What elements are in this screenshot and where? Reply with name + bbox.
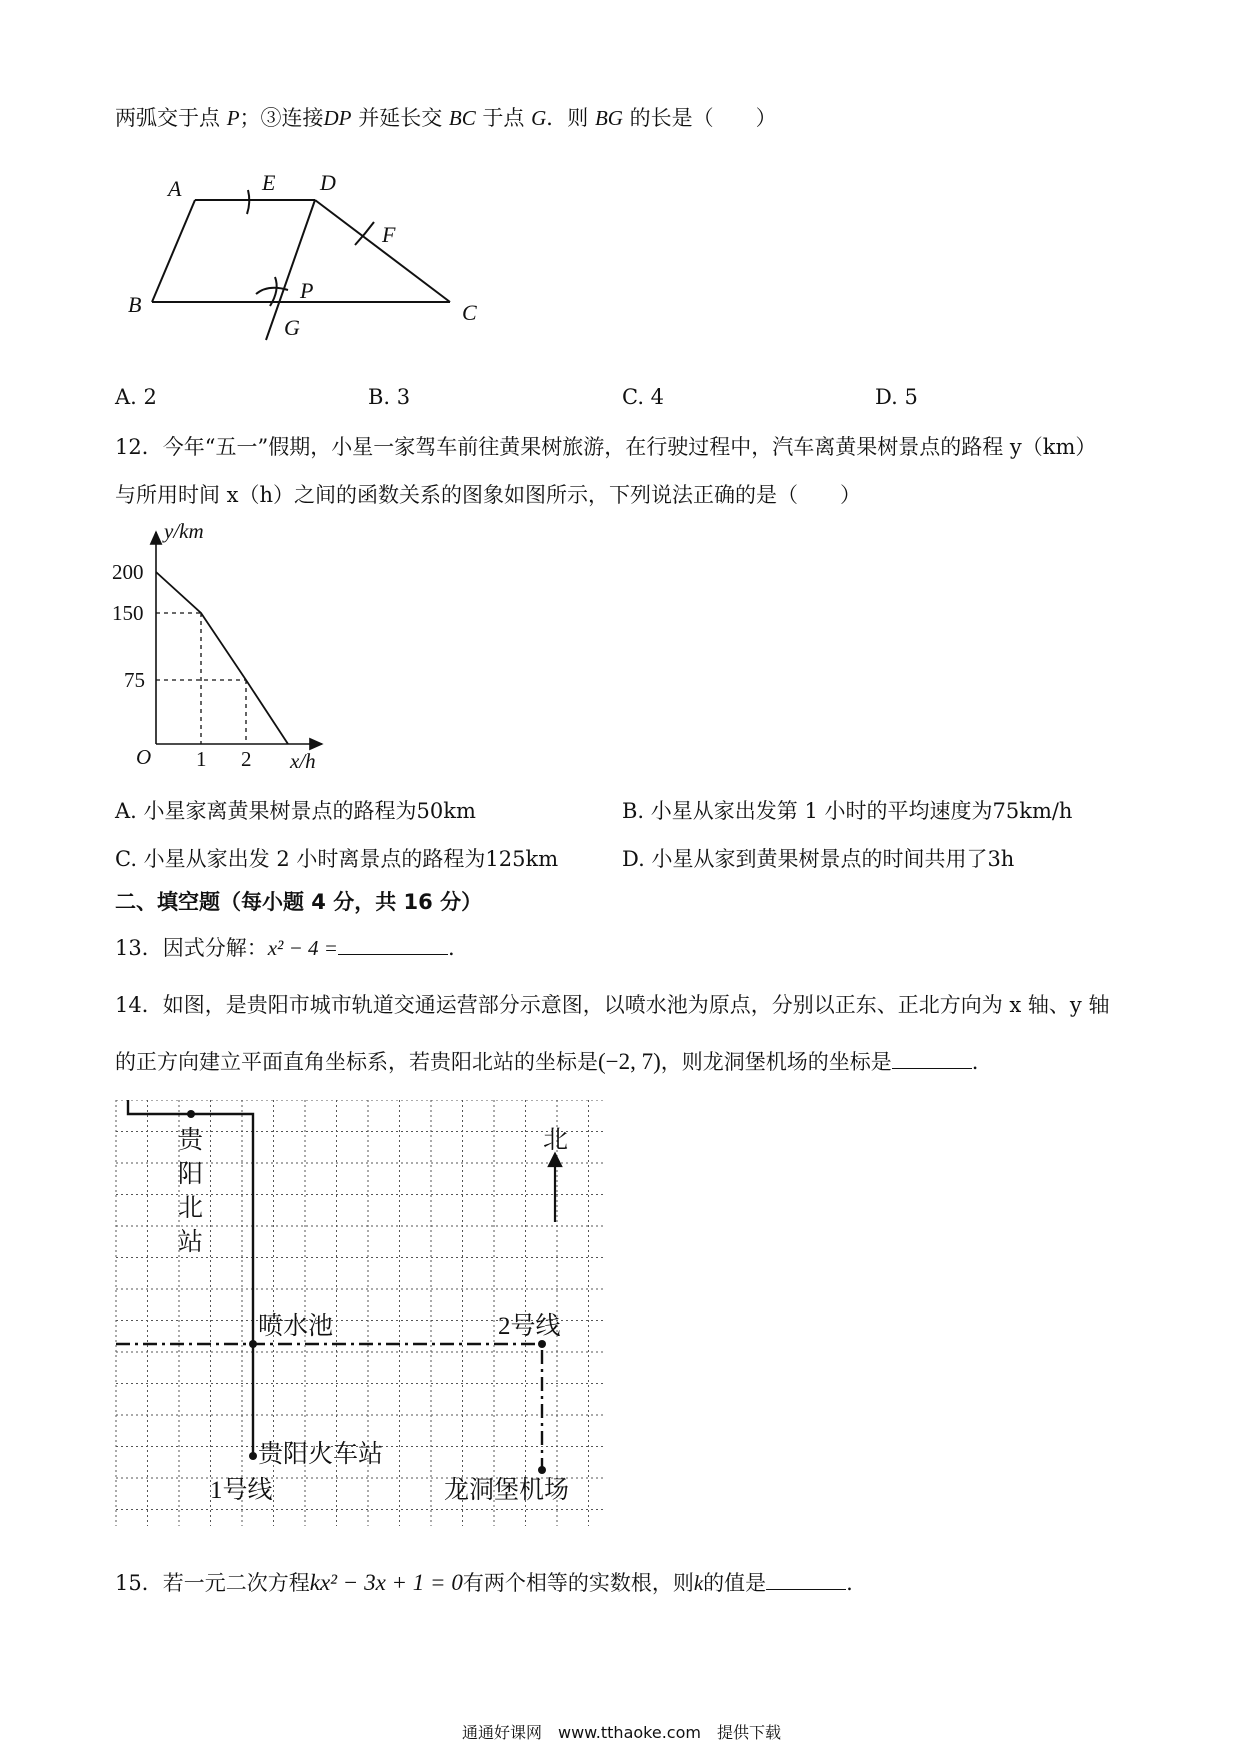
- label-b: B: [128, 292, 142, 317]
- x-tick-2: 2: [241, 747, 252, 771]
- distance-line: [156, 572, 288, 744]
- q14-answer-blank: [892, 1050, 972, 1069]
- label-c: C: [462, 300, 477, 325]
- section-heading: 二、填空题（每小题 4 分，共 16 分）: [115, 890, 483, 914]
- station-dot-fountain: [249, 1340, 257, 1348]
- q11-option-d: D. 5: [875, 385, 918, 409]
- q13-expression: x² − 4 =: [267, 936, 338, 960]
- q11-option-b: B. 3: [368, 385, 411, 409]
- station-dot-train-station: [249, 1452, 257, 1460]
- q12-distance-time-graph: [110, 520, 340, 780]
- q15-expression: kx² − 3x + 1 = 0: [309, 1570, 463, 1595]
- label-train-station: 贵阳火车站: [258, 1441, 384, 1468]
- edge-dc: [315, 200, 450, 302]
- x-axis-label: x/h: [290, 749, 316, 773]
- label-guiyang-north-2: 阳: [178, 1161, 204, 1188]
- q12-option-a: A. 小星家离黄果树景点的路程为50km: [115, 799, 476, 823]
- label-line-1: 1号线: [210, 1477, 273, 1504]
- label-guiyang-north-3: 北: [178, 1195, 204, 1222]
- q13-answer-blank: [338, 936, 448, 955]
- y-tick-75: 75: [124, 668, 145, 692]
- q15-answer-blank: [766, 1571, 846, 1590]
- station-dot-guiyang-north: [187, 1110, 195, 1118]
- q15: 15．若一元二次方程kx² − 3x + 1 = 0有两个相等的实数根，则k的值是 .: [115, 1570, 853, 1595]
- q11-option-a: A. 2: [115, 385, 157, 409]
- q12-stem-line1: 12．今年“五一”假期，小星一家驾车前往黄果树旅游，在行驶过程中，汽车离黄果树景点的路程 y（km）: [115, 435, 1097, 459]
- q14-transit-map: [100, 1100, 620, 1550]
- y-tick-200: 200: [112, 560, 144, 584]
- label-e: E: [262, 170, 276, 195]
- label-d: D: [320, 170, 336, 195]
- label-p: P: [300, 278, 314, 303]
- q13: 13．因式分解：x² − 4 = .: [115, 936, 455, 960]
- q14-line1: 14．如图，是贵阳市城市轨道交通运营部分示意图，以喷水池为原点，分别以正东、正北方向为 x 轴、y 轴: [115, 993, 1110, 1017]
- label-guiyang-north-1: 贵: [178, 1127, 204, 1154]
- label-g: G: [284, 315, 300, 340]
- label-fountain: 喷水池: [258, 1313, 334, 1340]
- q12-option-b: B. 小星从家出发第 1 小时的平均速度为75km/h: [622, 799, 1073, 823]
- page-footer: 通通好课网 www.tthaoke.com 提供下载: [462, 1723, 781, 1742]
- y-tick-150: 150: [112, 601, 144, 625]
- label-f: F: [382, 222, 396, 247]
- label-a: A: [168, 176, 182, 201]
- label-guiyang-north-4: 站: [178, 1229, 204, 1256]
- q14-coordinate: (−2, 7): [598, 1049, 661, 1074]
- q12-stem-line2: 与所用时间 x（h）之间的函数关系的图象如图所示，下列说法正确的是（ ）: [115, 483, 862, 507]
- station-dot-airport: [538, 1466, 546, 1474]
- origin-label: O: [136, 745, 152, 769]
- arc-e: [247, 190, 249, 214]
- north-arrow-head: [549, 1154, 561, 1166]
- station-dot-line2-bend: [538, 1340, 546, 1348]
- q14-line2: 的正方向建立平面直角坐标系，若贵阳北站的坐标是(−2, 7)，则龙洞堡机场的坐标是 .: [115, 1049, 979, 1074]
- y-axis-label: y/km: [164, 520, 204, 543]
- q11-option-c: C. 4: [622, 385, 665, 409]
- q11-stem-tail: 两弧交于点 P；③连接DP 并延长交 BC 于点 G．则 BG 的长是（ ）: [115, 106, 777, 130]
- label-line-2: 2号线: [498, 1313, 561, 1340]
- q12-option-d: D. 小星从家到黄果树景点的时间共用了3h: [622, 847, 1015, 871]
- label-airport: 龙洞堡机场: [444, 1477, 570, 1504]
- q11-trapezoid-figure: [110, 160, 490, 350]
- edge-ab: [152, 200, 195, 302]
- label-north: 北: [543, 1127, 569, 1154]
- x-tick-1: 1: [196, 747, 207, 771]
- q12-option-c: C. 小星从家出发 2 小时离景点的路程为125km: [115, 847, 559, 871]
